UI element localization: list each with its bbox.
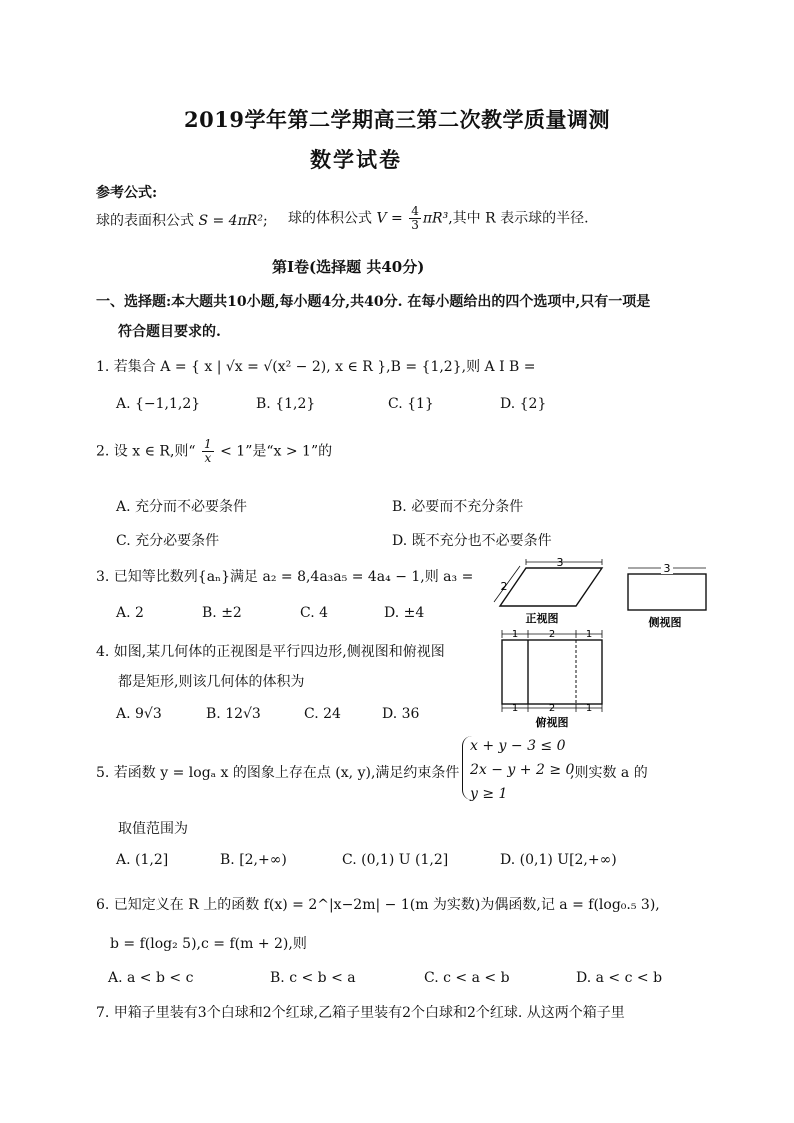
q3-option-d: D. ±4 (384, 605, 425, 621)
top-view-label: 俯视图 (535, 716, 569, 729)
top-dim-top-1: 1 (511, 629, 519, 640)
q5-option-a: A. (1,2] (116, 852, 169, 868)
q4-option-a: A. 9√3 (116, 706, 162, 722)
side-top-dim: 3 (663, 562, 671, 575)
section-intro-line2: 符合题目要求的. (118, 324, 221, 340)
formulas-heading: 参考公式: (96, 185, 158, 201)
sphere-volume-label: 球的体积公式 (288, 210, 372, 227)
sphere-area-expression: S = 4πR² (198, 213, 263, 229)
q4-option-d: D. 36 (382, 706, 420, 722)
side-view-rectangle (628, 574, 706, 610)
q6-option-b: B. c < b < a (270, 970, 356, 986)
q2-option-c: C. 充分必要条件 (116, 533, 220, 549)
sphere-area-formula (96, 210, 268, 230)
front-view-parallelogram (500, 568, 602, 606)
q2-option-d: D. 既不充分也不必要条件 (392, 533, 552, 549)
q5-option-c: C. (0,1) U (1,2] (342, 852, 449, 868)
side-view (628, 561, 706, 629)
q4-stem-line1: 4. 如图,某几何体的正视图是平行四边形,侧视图和俯视图 (96, 644, 445, 660)
q5-constraint-2: 2x − y + 2 ≥ 0 (470, 762, 575, 778)
q3-stem: 3. 已知等比数列{aₙ}满足 a₂ = 8,4a₃a₅ = 4a₄ − 1,则 a₃ = (96, 569, 474, 585)
front-view-label: 正视图 (525, 612, 559, 625)
side-view-label: 侧视图 (648, 616, 682, 629)
q2-stem (96, 438, 332, 465)
sphere-area-label: 球的表面积公式 (96, 213, 194, 229)
sphere-note: ,其中 R 表示球的半径. (448, 210, 589, 227)
fraction-numerator: 1 (204, 437, 212, 451)
q6-stem-line2: b = f(log₂ 5),c = f(m + 2),则 (110, 936, 307, 952)
q2-fraction (202, 438, 214, 465)
top-dim-bottom-3: 1 (585, 703, 593, 714)
q6-option-d: D. a < c < b (576, 970, 663, 986)
section-intro-line1: 一、选择题:本大题共10小题,每小题4分,共40分. 在每小题给出的四个选项中,只有一项是 (96, 294, 651, 310)
sphere-volume-rest: πR³ (422, 210, 449, 227)
q2-stem-pre: 2. 设 x ∈ R,则“ (96, 443, 196, 460)
part1-heading: 第Ⅰ卷(选择题 共40分) (272, 258, 425, 276)
exam-title: 2019学年第二学期高三第二次教学质量调测 (184, 107, 610, 132)
q1-option-d: D. {2} (500, 396, 547, 412)
q2-option-b: B. 必要而不充分条件 (392, 499, 524, 515)
fraction-denominator: x (204, 451, 212, 465)
q5-constraint-3: y ≥ 1 (470, 786, 508, 802)
q3-option-b: B. ±2 (202, 605, 242, 621)
q1-stem: 1. 若集合 A = { x | √x = √(x² − 2), x ∈ R },B = {1,2},则 A I B = (96, 359, 536, 375)
q5-option-d: D. (0,1) U[2,+∞) (500, 852, 617, 868)
top-dim-top-3: 1 (585, 629, 593, 640)
q1-option-a: A. {−1,1,2} (116, 396, 201, 412)
q3-option-c: C. 4 (300, 605, 329, 621)
sphere-volume-lhs: V = (376, 210, 403, 227)
q1-option-c: C. {1} (388, 396, 434, 412)
sphere-area-separator: ; (262, 213, 268, 229)
q1-option-b: B. {1,2} (256, 396, 316, 412)
top-view-rectangle (502, 640, 602, 704)
q2-stem-post: < 1”是“x > 1”的 (220, 443, 333, 460)
q5-stem: 5. 若函数 y = logₐ x 的图象上存在点 (x, y),满足约束条件 (96, 765, 460, 781)
q5-stem-line2: 取值范围为 (118, 821, 188, 837)
three-view-figure (490, 556, 720, 736)
exam-subtitle: 数学试卷 (310, 147, 402, 172)
front-top-dim: 3 (556, 556, 564, 569)
q4-option-c: C. 24 (304, 706, 341, 722)
q6-option-a: A. a < b < c (108, 970, 194, 986)
front-view (494, 556, 602, 625)
fraction-numerator: 4 (411, 204, 419, 218)
sphere-volume-formula (288, 205, 589, 232)
q2-option-a: A. 充分而不必要条件 (116, 499, 248, 515)
top-view (502, 629, 602, 729)
q6-option-c: C. c < a < b (424, 970, 510, 986)
q5-option-b: B. [2,+∞) (220, 852, 287, 868)
q4-stem-line2: 都是矩形,则该几何体的体积为 (118, 674, 305, 690)
top-dim-top-2: 2 (548, 629, 556, 640)
front-side-dim: 2 (500, 580, 508, 593)
q5-stem-post: ,则实数 a 的 (570, 765, 648, 781)
q3-option-a: A. 2 (116, 605, 144, 621)
q6-stem-line1: 6. 已知定义在 R 上的函数 f(x) = 2^|x−2m| − 1(m 为实数)为偶函数,记 a = f(log₀.₅ 3), (96, 897, 660, 913)
q7-stem: 7. 甲箱子里装有3个白球和2个红球,乙箱子里装有2个白球和2个红球. 从这两个箱子里 (96, 1005, 625, 1021)
top-dim-bottom-2: 2 (548, 703, 556, 714)
fraction-denominator: 3 (411, 218, 419, 232)
q5-constraint-1: x + y − 3 ≤ 0 (470, 738, 566, 754)
top-dim-bottom-1: 1 (511, 703, 519, 714)
q4-option-b: B. 12√3 (206, 706, 261, 722)
sphere-volume-fraction (409, 205, 421, 232)
